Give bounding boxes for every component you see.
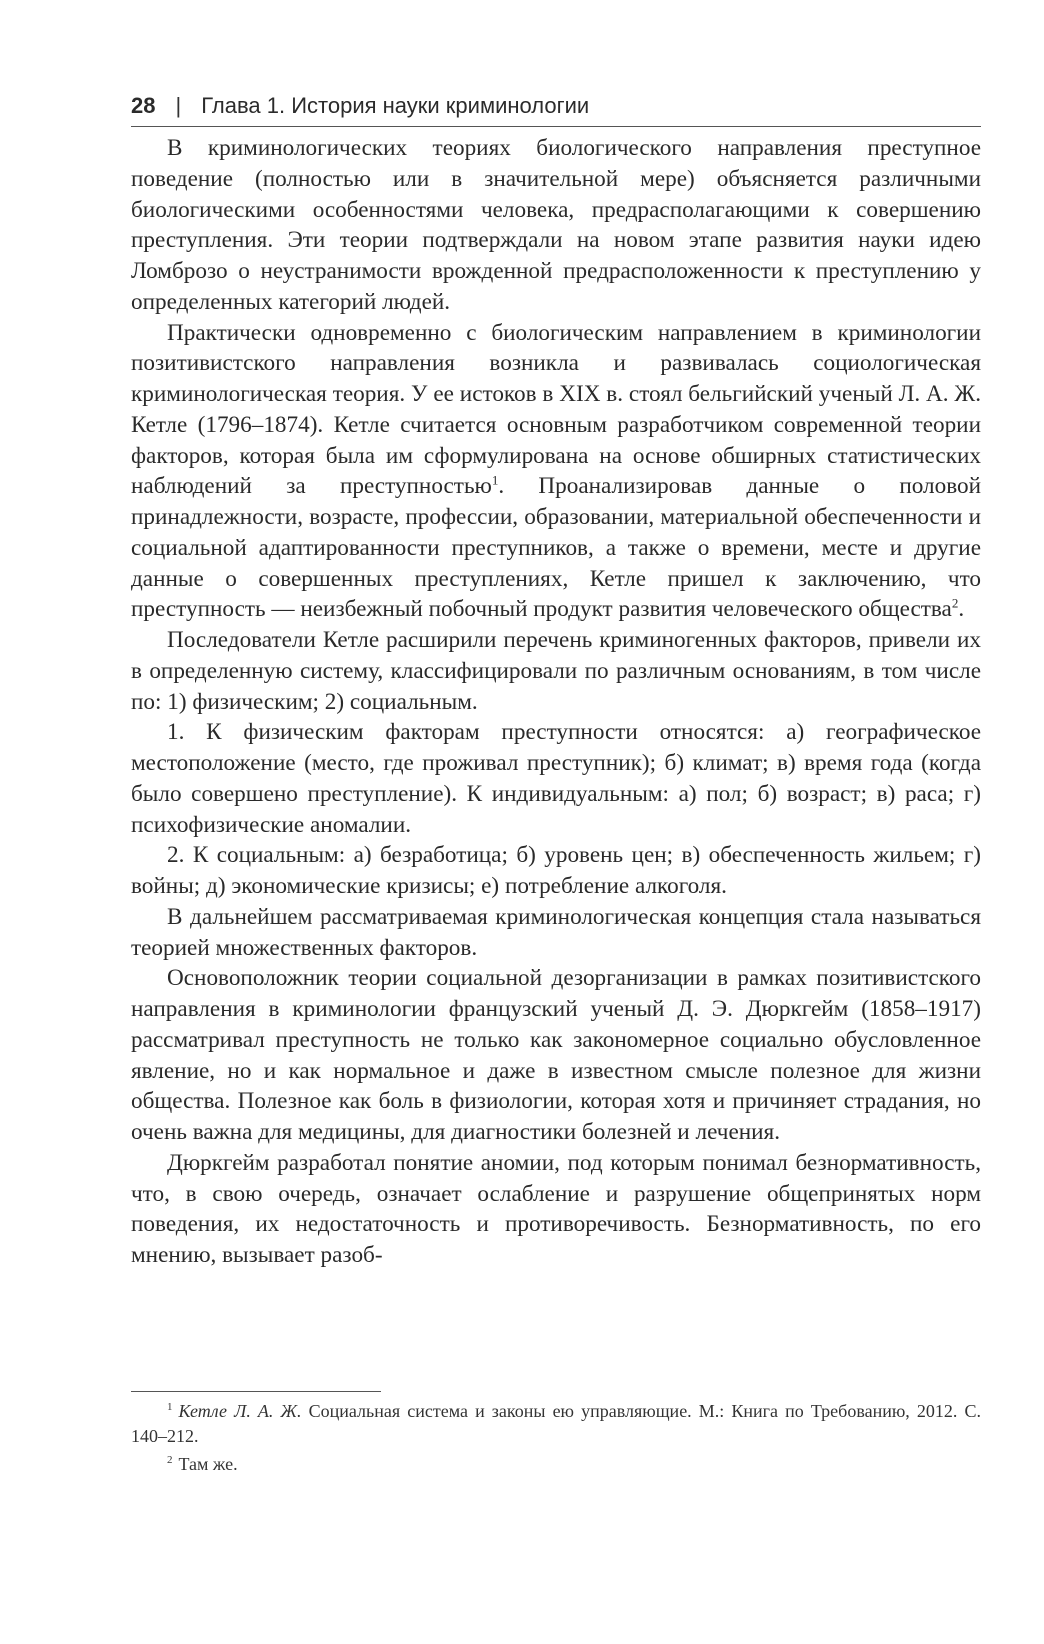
header-rule xyxy=(131,126,981,127)
paragraph: 1. К физическим факторам преступности относятся: а) географическое местоположение (место, где проживал преступник); б) климат; в) время года (когда было совершено преступление). К индивидуальным: а) пол; б) возраст; в) раса; г) психофизические аномалии. xyxy=(131,719,981,838)
footnote-mark: 1 xyxy=(167,1401,173,1413)
paragraph: Дюркгейм разработал понятие аномии, под которым понимал безнормативность, что, в свою очередь, означает ослабление и разрушение общепринятых норм поведения, их недостаточность и противоречивость. Безнормативность, по его мнению, вызывает разоб- xyxy=(131,1149,981,1268)
main-text xyxy=(131,133,981,1271)
footnote-author: Кетле Л. А. Ж. xyxy=(178,1401,302,1421)
paragraph xyxy=(131,318,981,626)
footnote-1 xyxy=(131,1399,981,1449)
paragraph: Основоположник теории социальной дезорганизации в рамках позитивистского направления в криминологии французский ученый Д. Э. Дюркгейм (1858–1917) рассматривал преступность не только как закономерное социально обусловленное явление, но и как нормальное и даже в известном смысле полезное для жизни общества. Полезное как боль в физиологии, которая хотя и причиняет страдания, но очень важна для медицины, для диагностики болезней и лечения. xyxy=(131,965,981,1145)
paragraph: В дальнейшем рассматриваемая криминологическая концепция стала называться теорией множественных факторов. xyxy=(131,903,981,961)
footnotes xyxy=(131,1399,981,1480)
paragraph: 2. К социальным: а) безработица; б) уровень цен; в) обеспеченность жильем; г) войны; д) экономические кризисы; е) потребление алкоголя. xyxy=(131,842,981,899)
footnote-text: Там же. xyxy=(178,1454,238,1474)
footnote-rule xyxy=(131,1391,381,1392)
footnote-ref-1: 1 xyxy=(491,472,499,488)
page-number: 28 xyxy=(131,93,156,118)
paragraph-text: . xyxy=(958,596,965,623)
paragraph: Последователи Кетле расширили перечень криминогенных факторов, привели их в определенную систему, классифицировали по различным основаниям, в том числе по: 1) физическим; 2) социальным. xyxy=(131,627,981,715)
footnote-2 xyxy=(131,1452,981,1477)
chapter-title: Глава 1. История науки криминологии xyxy=(201,93,590,118)
running-header xyxy=(131,89,981,123)
footnote-mark: 2 xyxy=(167,1454,173,1466)
paragraph: В криминологических теориях биологического направления преступное поведение (полностью или в значительной мере) объясняется различными биологическими особенностями человека, предрасполагающими к совершению преступления. Эти теории подтверждали на новом этапе развития науки идею Ломброзо о неустранимости врожденной предрасположенности к преступлению у определенных категорий людей. xyxy=(131,135,981,315)
footnote-text: Социальная система и законы ею управляющие. М.: Книга по Требованию, 2012. С. 140–212. xyxy=(131,1401,982,1446)
header-separator: | xyxy=(175,93,182,118)
paragraph-text: . Проанализировав данные о половой принадлежности, возрасте, профессии, образовании, материальной обеспеченности и социальной адаптированности преступников, а также о времени, месте и другие данные о совершенных преступлениях, Кетле пришел к заключению, что преступность — неизбежный побочный продукт развития человеческого общества xyxy=(131,473,981,623)
paragraph-text: Практически одновременно с биологическим направлением в криминологии позитивистского направления возникла и развивалась социологическая криминологическая теория. У ее истоков в XIX в. стоял бельгийский ученый Л. А. Ж. Кетле (1796–1874). Кетле считается основным разработчиком современной теории факторов, которая была им сформулирована на основе обширных статистических наблюдений за преступностью xyxy=(131,319,981,500)
footnote-ref-2: 2 xyxy=(951,595,959,611)
